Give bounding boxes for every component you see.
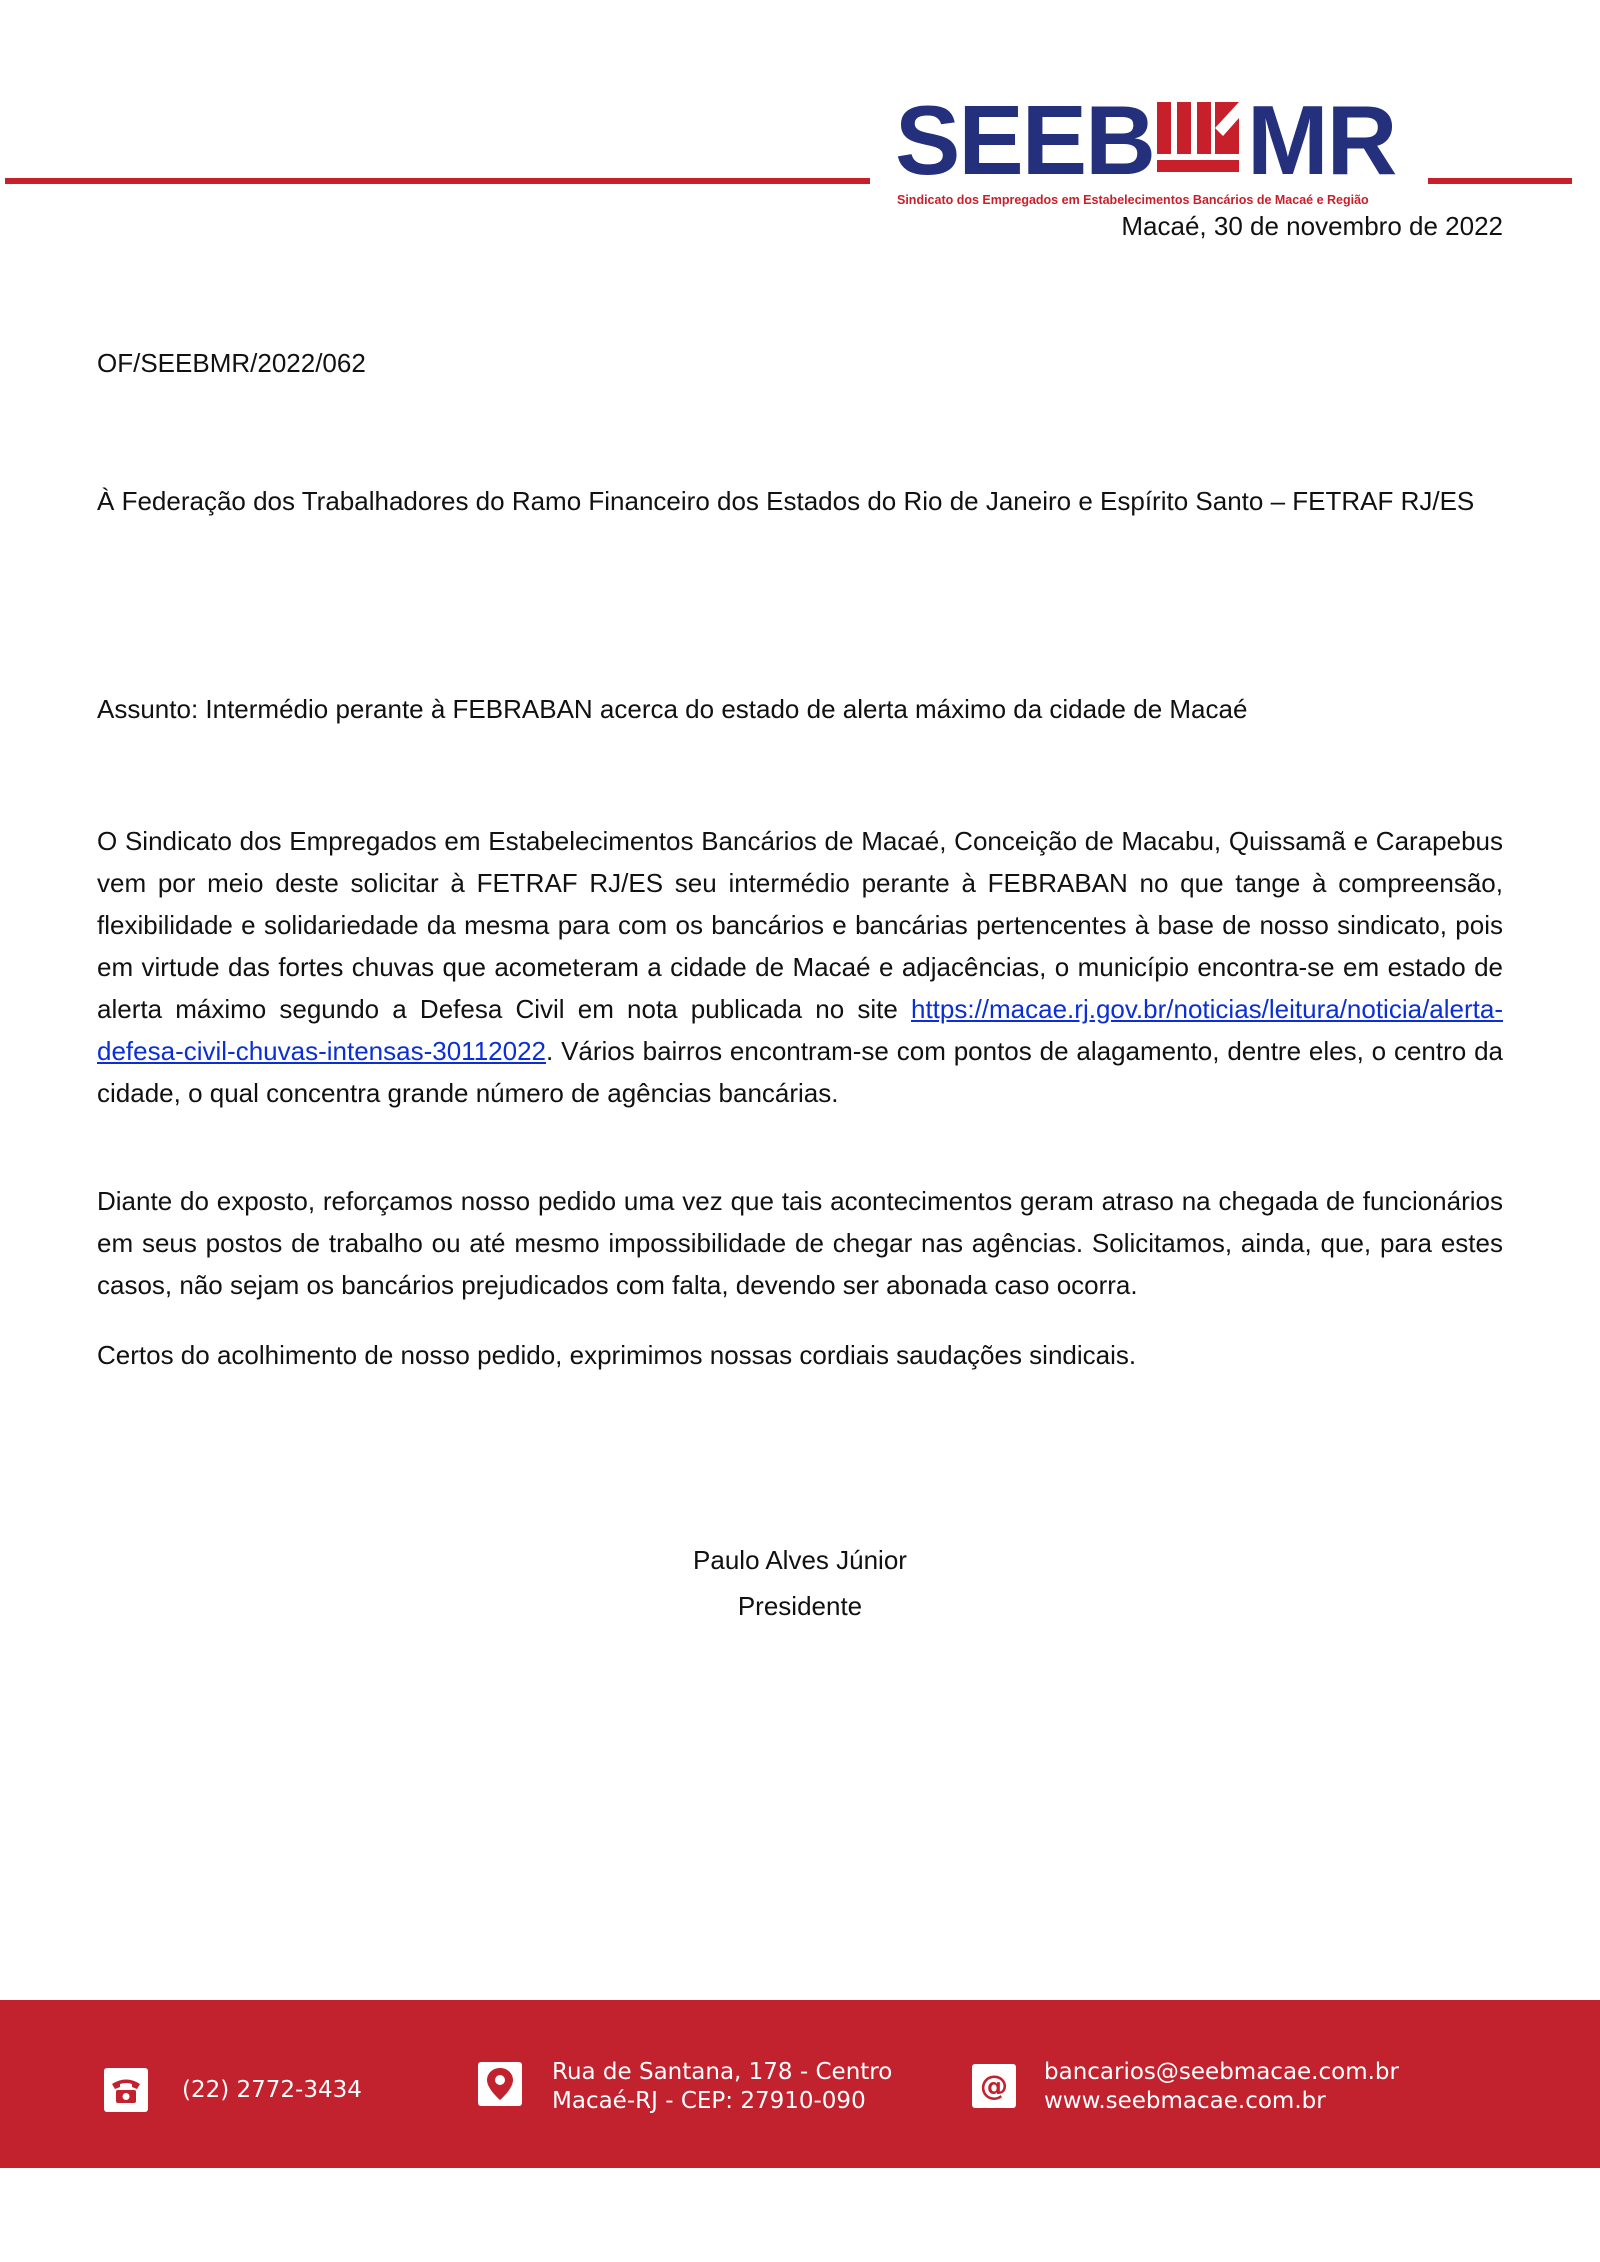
phone-icon [104,2068,148,2112]
footer-email[interactable]: bancarios@seebmacae.com.br [1044,2059,1399,2085]
header-rule-left [5,178,870,184]
logo-building-icon [1157,98,1239,172]
signer-name: Paulo Alves Júnior [693,1545,907,1575]
paragraph-reinforcement: Diante do exposto, reforçamos nosso pedido uma vez que tais acontecimentos geram atraso na chegada de funcionários em seus postos de trabalho ou até mesmo impossibilidade de chegar nas agências. Solicitamos, ainda, que, para estes casos, não sejam os bancários prejudicados com falta, devendo ser abonada caso ocorra. [97,1186,1503,1300]
signature-block [600,1537,1000,1629]
svg-text:@: @ [980,2069,1008,2102]
footer-address-line2: Macaé-RJ - CEP: 27910-090 [552,2088,866,2114]
footer-phone: (22) 2772-3434 [182,2077,362,2103]
seebmr-logo [895,85,1415,207]
defesa-civil-link[interactable]: https://macae.rj.gov.br/noticias/leitura/noticia/alerta-defesa-civil-chuvas-intensas-30112022 [97,994,1503,1066]
letter-recipient: À Federação dos Trabalhadores do Ramo Financeiro dos Estados do Rio de Janeiro e Espírito Santo – FETRAF RJ/ES [97,486,1475,516]
logo-tagline: Sindicato dos Empregados em Estabelecimentos Bancários de Macaé e Região [897,193,1369,207]
footer-website[interactable]: www.seebmacae.com.br [1044,2088,1326,2114]
letter-reference: OF/SEEBMR/2022/062 [97,348,366,378]
letter-subject: Assunto: Intermédio perante à FEBRABAN acerca do estado de alerta máximo da cidade de Macaé [97,694,1248,724]
signer-title: Presidente [737,1591,863,1621]
location-pin-icon [478,2062,522,2106]
footer-bar [0,2000,1600,2168]
paragraph-closing: Certos do acolhimento de nosso pedido, exprimimos nossas cordiais saudações sindicais. [97,1340,1137,1370]
email-at-icon [972,2064,1016,2108]
paragraph-request [97,820,1503,1114]
paragraph-request-continuation: . Vários bairros encontram-se com pontos de alagamento, dentre eles, o centro da cidade, o qual concentra grande número de agências bancárias. [97,1036,1503,1108]
letter-date: Macaé, 30 de novembro de 2022 [1121,211,1503,241]
paragraph-request-text: O Sindicato dos Empregados em Estabelecimentos Bancários de Macaé, Conceição de Macabu, Quissamã e Carapebus vem por meio deste solicitar à FETRAF RJ/ES seu intermédio perante à FEBRABAN no que tange à compreensão, flexibilidade e solidariedade da mesma para com os bancários e bancárias pertencentes à base de nosso sindicato, pois em virtude das fortes chuvas que acometeram a cidade de Macaé e adjacências, o município encontra-se em estado de alerta máximo segundo a Defesa Civil em nota publicada no site [97,826,1503,1024]
logo-text-mr: MR [1247,85,1396,195]
logo-text-seeb: SEEB [895,85,1154,195]
header-rule-right [1428,178,1572,184]
footer-address-line1: Rua de Santana, 178 - Centro [552,2059,893,2085]
